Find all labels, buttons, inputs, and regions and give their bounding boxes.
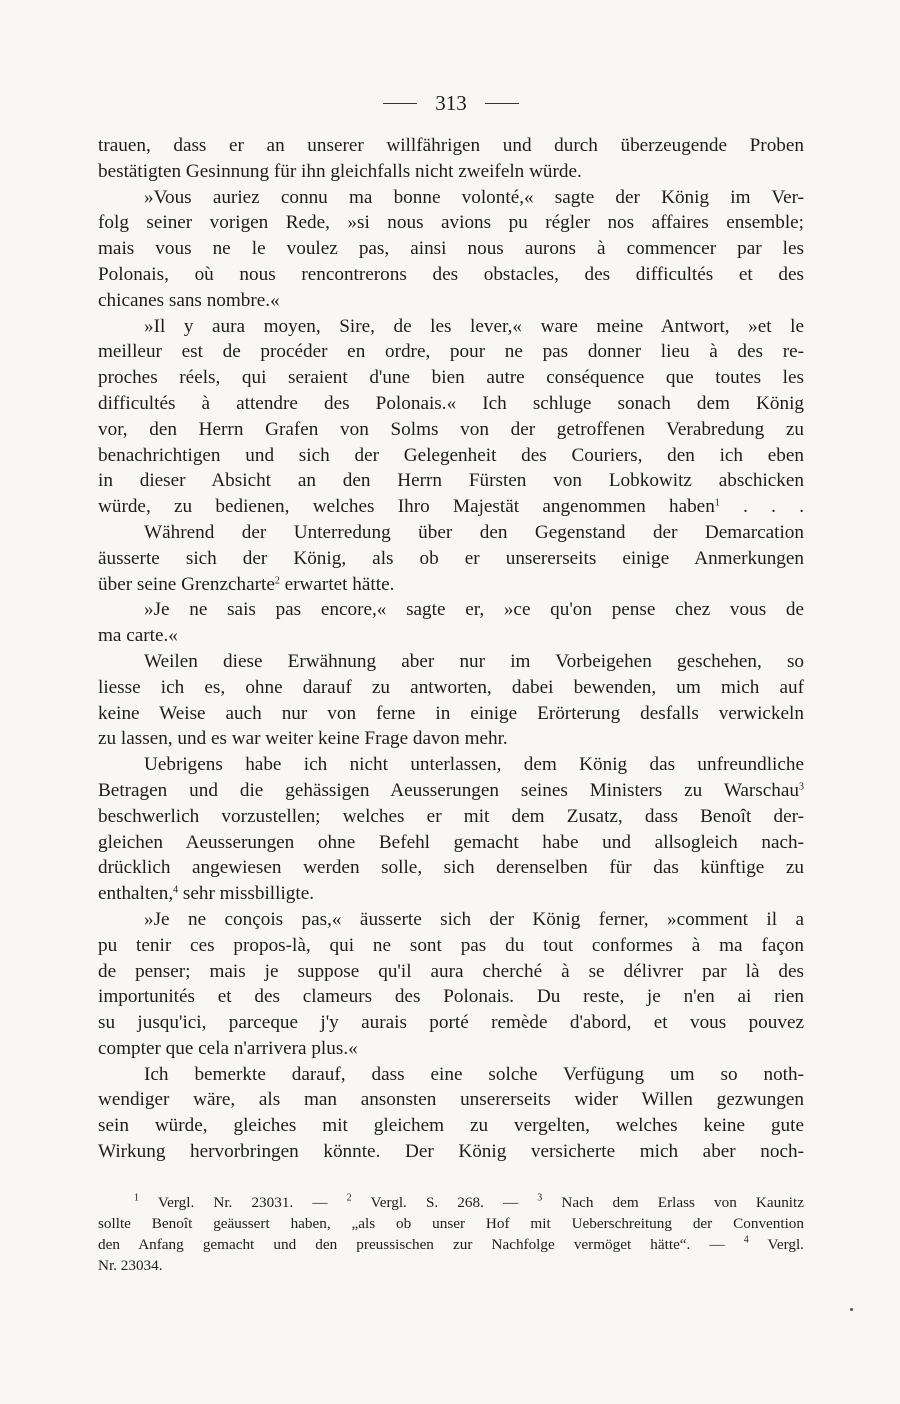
line-text: »Il y aura moyen, Sire, de les lever,« ware meine Antwort, »et le [144,315,804,337]
header-rule-right [485,103,519,104]
text-line [98,494,804,520]
text-line [98,649,804,675]
text-line [98,778,804,804]
line-text: benachrichtigen und sich der Gelegenheit des Couriers, den ich eben [98,444,804,466]
text-line [98,623,804,649]
text-line [98,830,804,856]
line-text: compter que cela n'arrivera plus.« [98,1037,358,1059]
footnote-marker: 3 [537,1192,543,1204]
line-text: keine Weise auch nur von ferne in einige Erörterung desfalls verwickeln [98,702,804,724]
text-line [98,1087,804,1113]
line-text: beschwerlich vorzustellen; welches er mit dem Zusatz, dass Benoît der- [98,805,804,827]
line-text: »Je ne conçois pas,« äusserte sich der König ferner, »comment il a [144,908,804,930]
text-line [98,726,804,752]
line-text: Polonais, où nous rencontrerons des obstacles, des difficultés et des [98,263,804,285]
line-text: Während der Unterredung über den Gegenstand der Demarcation [144,521,804,543]
line-text: sein würde, gleiches mit gleichem zu vergelten, welches keine gute [98,1115,804,1137]
text-line [98,546,804,572]
line-text: den Anfang gemacht und den preussischen zur Nachfolge vermöget hätte“. — [98,1236,744,1253]
text-line [98,262,804,288]
text-line [98,1139,804,1165]
line-text: importunités et des clameurs des Polonais. Du reste, je n'en ai rien [98,986,804,1008]
footnote-line [98,1255,804,1276]
text-line [98,185,804,211]
footnote-line [98,1234,804,1255]
line-text-tail: erwartet hätte. [279,573,395,595]
text-line [98,701,804,727]
text-line [98,468,804,494]
footnote-reference: 3 [799,781,804,793]
text-line [98,1113,804,1139]
line-text-tail: sehr missbilligte. [178,883,315,905]
line-text: chicanes sans nombre.« [98,289,280,311]
text-line [98,443,804,469]
text-line [98,1062,804,1088]
line-text: ma carte.« [98,625,178,647]
text-line [98,933,804,959]
text-line [98,339,804,365]
line-text: meilleur est de procéder en ordre, pour ne pas donner lieu à des re- [98,341,804,363]
line-text: mais vous ne le voulez pas, ainsi nous aurons à commencer par les [98,238,804,260]
text-line [98,365,804,391]
text-line [98,520,804,546]
line-text: in dieser Absicht an den Herrn Fürsten von Lobkowitz abschicken [98,470,804,492]
line-text: folg seiner vorigen Rede, »si nous avions pu régler nos affaires ensemble; [98,212,804,234]
line-text: zu lassen, und es war weiter keine Frage davon mehr. [98,728,508,750]
text-line [98,1036,804,1062]
text-line [98,133,804,159]
footnote-text: Vergl. Nr. 23031. — [139,1194,347,1211]
line-text: wendiger wäre, als man ansonsten unsererseits wider Willen gezwungen [98,1089,804,1111]
line-text: Uebrigens habe ich nicht unterlassen, dem König das unfreundliche [144,754,804,776]
line-text-tail: Vergl. [748,1236,804,1253]
line-text: »Vous auriez connu ma bonne volonté,« sagte der König im Ver- [144,186,804,208]
footnote-reference: 2 [274,575,280,587]
line-text: pu tenir ces propos-là, qui ne sont pas du tout conformes à ma façon [98,934,804,956]
line-text: trauen, dass er an unserer willfährigen und durch überzeugende Proben [98,135,804,156]
text-line [98,907,804,933]
footnote-marker: 2 [346,1192,352,1204]
text-line [98,855,804,881]
line-text: bestätigten Gesinnung für ihn gleichfalls nicht zweifeln würde. [98,160,582,182]
line-text: vor, den Herrn Grafen von Solms von der getroffenen Verabredung zu [98,418,804,440]
line-text: äusserte sich der König, als ob er unsererseits einige Anmerkungen [98,547,804,569]
text-line [98,881,804,907]
line-text: liesse ich es, ohne darauf zu antworten, dabei bewenden, um mich auf [98,676,804,698]
text-line [98,984,804,1010]
line-text: Betragen und die gehässigen Aeusserungen seines Ministers zu Warschau [98,779,799,801]
text-line [98,572,804,598]
text-line [98,314,804,340]
header-rule-left [383,103,417,104]
text-line [98,959,804,985]
text-line [98,597,804,623]
text-line [98,804,804,830]
line-text: »Je ne sais pas encore,« sagte er, »ce qu'on pense chez vous de [144,599,804,621]
line-text: difficultés à attendre des Polonais.« Ich schluge sonach dem König [98,392,804,414]
text-line [98,1010,804,1036]
paper-speck [850,1308,853,1311]
text-line [98,675,804,701]
text-line [98,236,804,262]
text-line [98,752,804,778]
line-text: gleichen Aeusserungen ohne Befehl gemacht habe und allsogleich nach- [98,831,804,853]
line-text-tail: . . . [719,496,804,518]
page-header [98,88,804,118]
footnote-text: Vergl. S. 268. — [351,1194,538,1211]
footnotes [98,1192,804,1276]
text-line [98,417,804,443]
body-text [98,133,804,1165]
line-text: drücklich angewiesen werden solle, sich derenselben für das künftige zu [98,857,804,879]
footnote-reference: 1 [714,497,720,509]
text-line [98,210,804,236]
line-text: über seine Grenzcharte [98,573,275,595]
line-text: proches réels, qui seraient d'une bien autre conséquence que toutes les [98,367,804,389]
line-text: Weilen diese Erwähnung aber nur im Vorbeigehen geschehen, so [144,650,804,672]
line-text: de penser; mais je suppose qu'il aura cherché à se délivrer par là des [98,960,804,982]
line-text: würde, zu bedienen, welches Ihro Majestät angenommen haben [98,496,715,518]
line-text: Wirkung hervorbringen könnte. Der König versicherte mich aber noch- [98,1141,804,1163]
text-line [98,159,804,185]
footnote-reference: 4 [173,884,179,896]
text-line [98,391,804,417]
text-line [98,288,804,314]
line-text: Ich bemerkte darauf, dass eine solche Verfügung um so noth- [144,1063,804,1085]
line-text: enthalten, [98,883,174,905]
line-text: sollte Benoît geäussert haben, „als ob unser Hof mit Ueberschreitung der Convention [98,1215,804,1232]
line-text: Nr. 23034. [98,1257,163,1274]
footnote-reference: 4 [743,1234,749,1246]
page-number: 313 [435,90,467,115]
page-body [98,133,804,1165]
footnote-text: Nach dem Erlass von Kaunitz [542,1194,804,1211]
line-text: su jusqu'ici, parceque j'y aurais porté remède d'abord, et vous pouvez [98,1012,804,1034]
footnote-marker: 1 [134,1192,139,1204]
footnote-line [98,1213,804,1234]
footnote-line [98,1192,804,1213]
